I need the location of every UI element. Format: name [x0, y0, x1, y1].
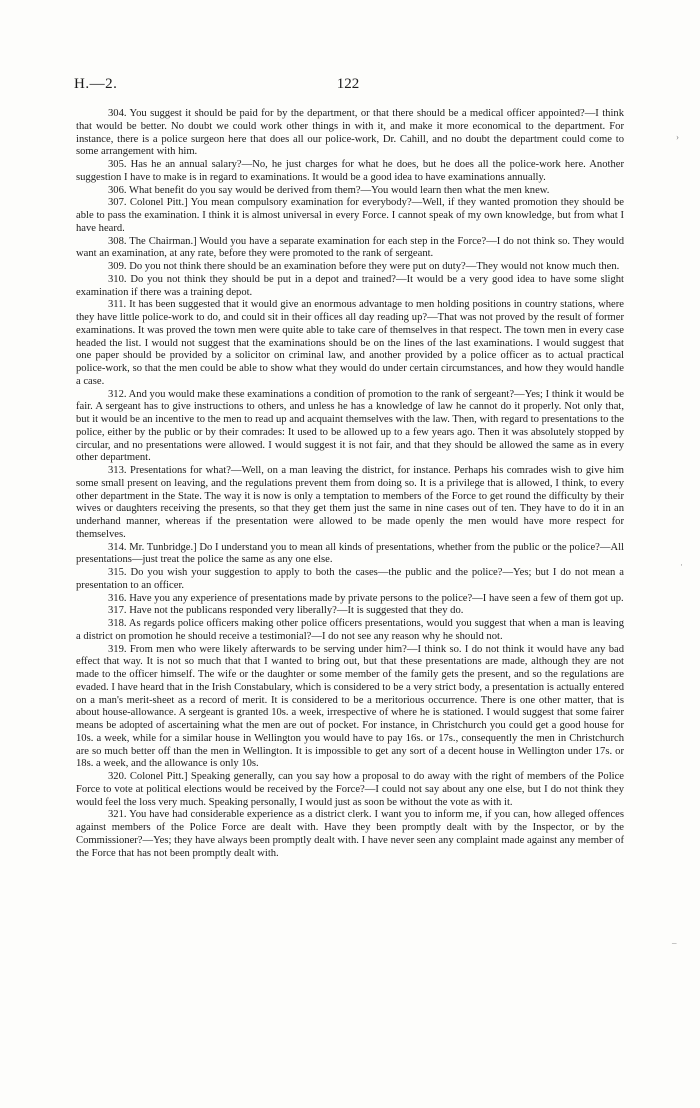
paragraph: 315. Do you wish your suggestion to apply to both the cases—the public and the police?—Yes; but I do not mean a presentation to an officer.	[76, 567, 624, 591]
paragraph: 307. Colonel Pitt.] You mean compulsory examination for everybody?—Well, if they wanted promotion they should be able to pass the examination. I think it is almost universal in every Force. I cannot speak of my own knowledge, but from what I have heard.	[76, 197, 624, 234]
testimony-text	[76, 108, 624, 860]
page-number: 122	[336, 76, 360, 92]
paragraph: 318. As regards police officers making other police officers presentations, would you suggest that when a man is leaving a district on promotion he should receive a testimonial?—I do not see any reason why he should not.	[76, 618, 624, 642]
paragraph: 311. It has been suggested that it would give an enormous advantage to men holding positions in country stations, where they have little police-work to do, and could sit in their offices all day reading up?—That was not proved by the result of former examinations. It was proved the town men were quite able to take care of themselves in that respect. The town men in every case headed the list. I would not suggest that the examinations should be on the lines of the last examinations. I would suggest that one paper should be provided by a solicitor on criminal law, and another provided by a police officer as to actual practical police-work, so that the men could be able to show what they would do under certain circumstances, and how they would handle a case.	[76, 299, 624, 387]
paragraph: 304. You suggest it should be paid for by the department, or that there should be a medical officer appointed?—I think that would be better. No doubt we could work other things in with it, and make it more economical to the department. For instance, there is a police surgeon here that does all our police-work, Dr. Cahill, and no doubt the department could come to some arrangement with him.	[76, 108, 624, 158]
paragraph: 305. Has he an annual salary?—No, he just charges for what he does, but he does all the police-work here. Another suggestion I have to make is in regard to examinations. It would be a good idea to have examinations annually.	[76, 159, 624, 183]
paragraph: 317. Have not the publicans responded very liberally?—It is suggested that they do.	[108, 605, 464, 617]
paragraph: 319. From men who were likely afterwards to be serving under him?—I think so. I do not think it would have any bad effect that way. It is not so much that that I wanted to bring out, but that these presentations are made, although they are not made to the officer himself. The wife or the daughter or some member of the family gets the present, and so the regulations are evaded. I have heard that in the Irish Constabulary, which is considered to be a very strict body, a presentation is actually entered on a man's merit-sheet as a record of merit. It is considered to be a meritorious occurrence. There is one other matter, that is about house-allowance. A sergeant is granted 10s. a week, irrespective of where he is stationed. I would suggest that some fairer means be adopted of ascertaining what the men are out of pocket. For instance, in Christchurch you could get a good house for 10s. a week, while for a similar house in Wellington you would have to pay 16s. or 17s., consequently the men in Christchurch are so much better off than the men in Wellington. It is impossible to get any sort of a decent house in Wellington under 17s. or 18s. a week, and the allowance is only 10s.	[76, 643, 624, 770]
paragraph: 308. The Chairman.] Would you have a separate examination for each step in the Force?—I do not think so. They would want an examination, at any rate, before they were promoted to the rank of sergeant.	[76, 235, 624, 260]
paragraph: 314. Mr. Tunbridge.] Do I understand you to mean all kinds of presentations, whether from the public or the police?—All presentations—just treat the police the same as any one else.	[76, 541, 624, 566]
margin-mark: –	[672, 938, 677, 948]
series-label: H.—2.	[74, 76, 118, 92]
paragraph: 320. Colonel Pitt.] Speaking generally, can you say how a proposal to do away with the right of members of the Police Force to vote at political elections would be received by the Force?—I could not say about any one else, but I do not think they would feel the loss very much. Speaking personally, I would just as soon be without the vote as with it.	[76, 771, 624, 808]
margin-mark: ›	[676, 132, 679, 142]
paragraph: 310. Do you not think they should be put in a depot and trained?—It would be a very good idea to have some slight examination if there was a training depot.	[76, 273, 624, 298]
paragraph: 313. Presentations for what?—Well, on a man leaving the district, for instance. Perhaps his comrades wish to give him some small present on leaving, and the regulations prevent them from doing so. It is a privilege that is allowed, I think, to every other department in the State. The way it is now is only a temptation to members of the Force to get round the difficulty by their wives or daughters receiving the presents, so that they get them just the same in nine cases out of ten. They have to do it in an underhand manner, whereas if the presentation were allowed to be made openly the men would have more respect for themselves.	[76, 465, 624, 540]
paragraph: 309. Do you not think there should be an examination before they were put on duty?—They would not know much then.	[108, 261, 620, 272]
paragraph: 316. Have you any experience of presentations made by private persons to the police?—I have seen a few of them got up.	[108, 592, 624, 604]
paragraph: 312. And you would make these examinations a condition of promotion to the rank of sergeant?—Yes; I think it would be fair. A sergeant has to give instructions to others, and unless he has a knowledge of law he cannot do it properly. Not only that, but it would be an incentive to the men to read up and acquaint themselves with the law. Then, with regard to presentations to the police, either by the public or by their comrades: It used to be allowed up to a few years ago. Then it was absolutely stopped by circular, and no presentations were allowed. I would suggest it is not fair, and that they should be allowed the same as in every other department.	[76, 388, 624, 464]
paragraph: 306. What benefit do you say would be derived from them?—You would learn then what the men knew.	[108, 184, 550, 196]
page-header	[74, 76, 622, 96]
margin-mark: ·	[680, 560, 683, 570]
paragraph: 321. You have had considerable experience as a district clerk. I want you to inform me, if you can, how alleged offences against members of the Police Force are dealt with. Have they been promptly dealt with by the Inspector, or by the Commissioner?—Yes; they have always been promptly dealt with. I have never seen any complaint made against any member of the Force that has not been promptly dealt with.	[76, 809, 624, 859]
